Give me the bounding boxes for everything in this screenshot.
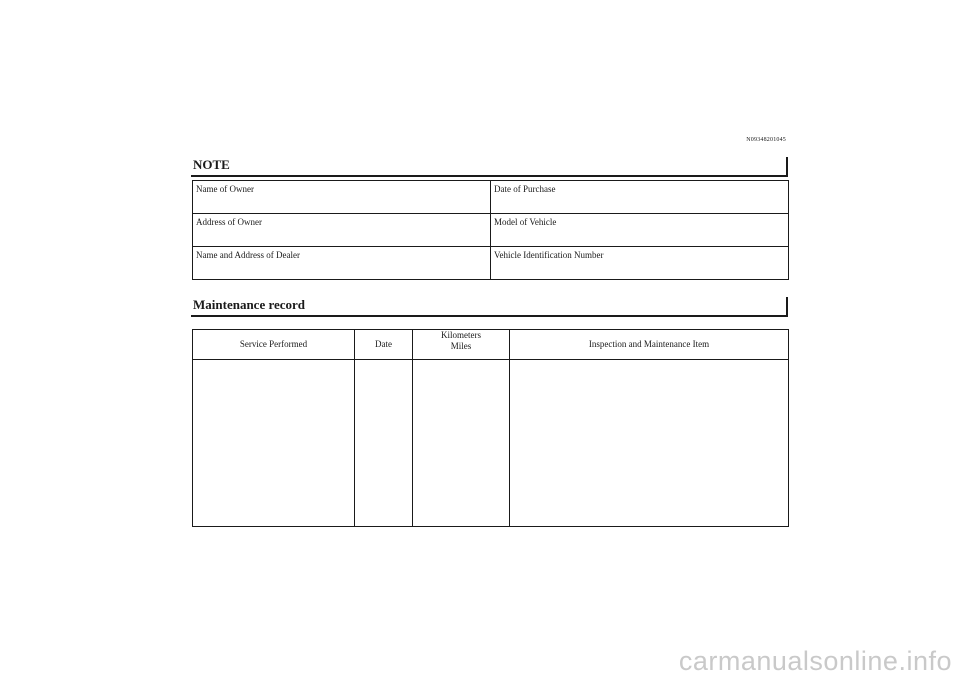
- owner-row: [193, 214, 789, 247]
- kilometers-label: Kilometers: [441, 330, 481, 340]
- owner-row: [193, 247, 789, 280]
- owner-address-field[interactable]: Address of Owner: [193, 214, 491, 247]
- maintenance-entry-row: [193, 360, 789, 527]
- distance-cell[interactable]: [413, 360, 510, 527]
- owner-name-field[interactable]: Name of Owner: [193, 181, 491, 214]
- purchase-date-field[interactable]: Date of Purchase: [491, 181, 789, 214]
- watermark: carmanualsonline.info: [678, 646, 952, 676]
- document-id: N09348201045: [746, 137, 786, 143]
- service-performed-cell[interactable]: [193, 360, 355, 527]
- date-cell[interactable]: [355, 360, 413, 527]
- date-header: Date: [355, 330, 413, 360]
- note-section-heading: [191, 157, 788, 177]
- inspection-item-header: Inspection and Maintenance Item: [510, 330, 789, 360]
- vin-field[interactable]: Vehicle Identification Number: [491, 247, 789, 280]
- maintenance-title: Maintenance record: [193, 297, 306, 312]
- maintenance-section-heading: [191, 297, 788, 317]
- miles-label: Miles: [450, 341, 472, 351]
- owner-info-table: [192, 180, 789, 280]
- inspection-item-cell[interactable]: [510, 360, 789, 527]
- note-title: NOTE: [193, 157, 230, 172]
- maintenance-record-table: [192, 329, 789, 527]
- dealer-field[interactable]: Name and Address of Dealer: [193, 247, 491, 280]
- maintenance-header-row: [193, 330, 789, 360]
- service-performed-header: Service Performed: [193, 330, 355, 360]
- distance-header: [413, 330, 510, 360]
- owner-row: [193, 181, 789, 214]
- vehicle-model-field[interactable]: Model of Vehicle: [491, 214, 789, 247]
